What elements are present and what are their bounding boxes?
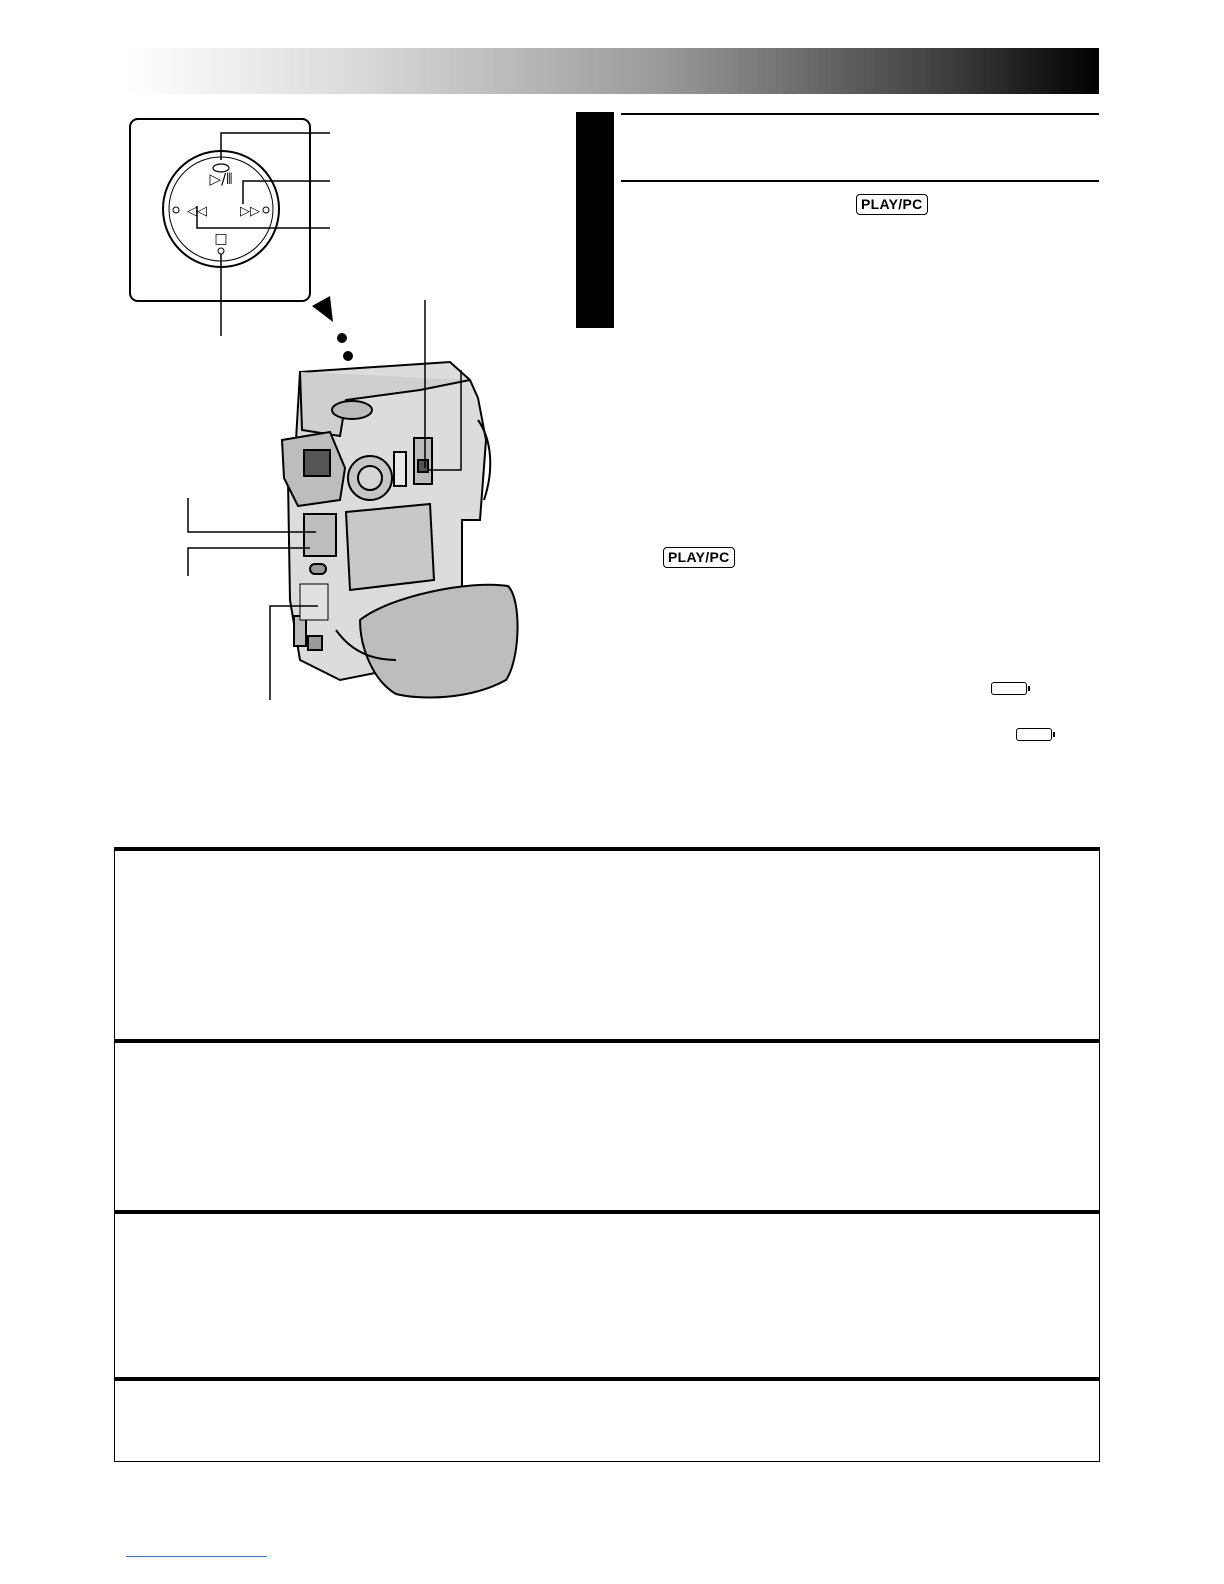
footer-link-underline[interactable] [126, 1556, 267, 1557]
info-panel-1 [114, 847, 1100, 1044]
info-panel-2 [114, 1039, 1100, 1215]
stop-icon: □ [214, 231, 228, 247]
info-panel-4 [114, 1377, 1100, 1462]
battery-icon [991, 682, 1027, 695]
control-dial [163, 151, 279, 267]
step-tab [576, 112, 614, 328]
info-panel-3 [114, 1210, 1100, 1382]
play-pc-mode-badge: PLAY/PC [663, 547, 735, 568]
camcorder-body [282, 362, 518, 697]
battery-icon [1016, 728, 1052, 741]
play-pause-icon: ▷/⫴ [209, 170, 233, 188]
play-pc-mode-badge: PLAY/PC [856, 194, 928, 215]
fast-forward-icon: ▷▷ [240, 204, 260, 219]
step-rule-middle [621, 180, 1099, 182]
step-rule-top [621, 113, 1099, 115]
rewind-icon: ◁◁ [187, 204, 207, 219]
